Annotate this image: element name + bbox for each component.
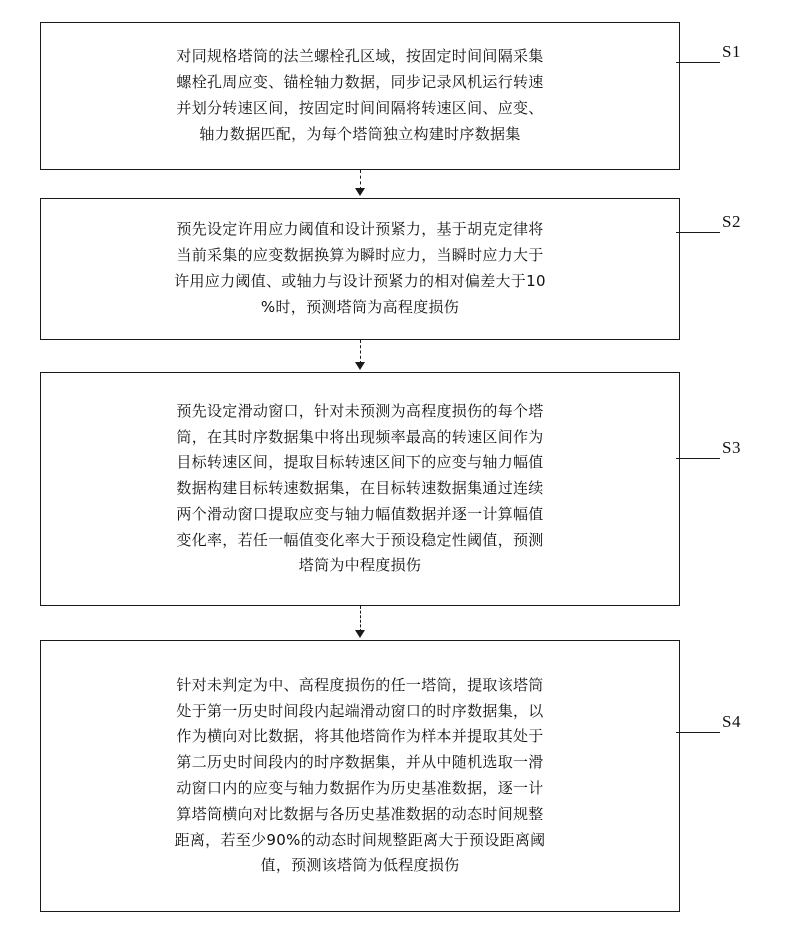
leader-line-s2 xyxy=(676,232,720,233)
connector-s2-s3-arrowhead xyxy=(355,362,365,370)
connector-s1-s2 xyxy=(360,170,361,190)
flowchart-step-s2 xyxy=(40,198,680,340)
step-label-s4: S4 xyxy=(722,712,741,731)
connector-s1-s2-arrowhead xyxy=(355,188,365,196)
connector-s3-s4 xyxy=(360,606,361,632)
leader-line-s3 xyxy=(676,458,720,459)
leader-line-s4 xyxy=(676,732,720,733)
step-label-s1: S1 xyxy=(722,42,741,61)
connector-s3-s4-arrowhead xyxy=(355,630,365,638)
step-label-s2: S2 xyxy=(722,212,741,231)
connector-s2-s3 xyxy=(360,340,361,364)
flowchart-step-s2-text: 预先设定许用应力阈值和设计预紧力，基于胡克定律将 当前采集的应变数据换算为瞬时应力，当瞬时应力大于 许用应力阈值、或轴力与设计预紧力的相对偏差大于10 %时，预测塔筒为高程度损伤 xyxy=(174,220,546,316)
leader-line-s1 xyxy=(676,62,720,63)
flowchart-step-s1 xyxy=(40,22,680,170)
flowchart-step-s4 xyxy=(40,640,680,912)
step-label-s3: S3 xyxy=(722,438,741,457)
flowchart-step-s3 xyxy=(40,372,680,606)
flowchart-step-s3-text: 预先设定滑动窗口，针对未预测为高程度损伤的每个塔 筒，在其时序数据集中将出现频率最高的转速区间作为 目标转速区间，提取目标转速区间下的应变与轴力幅值 数据构建目标转速数据集，在目标转速数据集通过连续 两个滑动窗口提取应变与轴力幅值数据并逐一计算幅值 变化率，若任一幅值变化率大于预设稳定性阈值，预测 塔筒为中程度损伤 xyxy=(176,401,544,575)
flowchart-step-s1-text: 对同规格塔筒的法兰螺栓孔区域，按固定时间间隔采集 螺栓孔周应变、锚栓轴力数据，同步记录风机运行转速 并划分转速区间，按固定时间间隔将转速区间、应变、 轴力数据匹配，为每个塔筒独立构建时序数据集 xyxy=(176,47,544,143)
flowchart-step-s4-text: 针对未判定为中、高程度损伤的任一塔筒，提取该塔筒 处于第一历史时间段内起端滑动窗口的时序数据集，以 作为横向对比数据，将其他塔筒作为样本并提取其处于 第二历史时间段内的时序数据集，并从中随机选取一滑 动窗口内的应变与轴力数据作为历史基准数据，逐一计 算塔筒横向对比数据与各历史基准数据的动态时间规整 距离，若至少90%的动态时间规整距离大于预设距离阈 值，预测该塔筒为低程度损伤 xyxy=(174,675,546,875)
